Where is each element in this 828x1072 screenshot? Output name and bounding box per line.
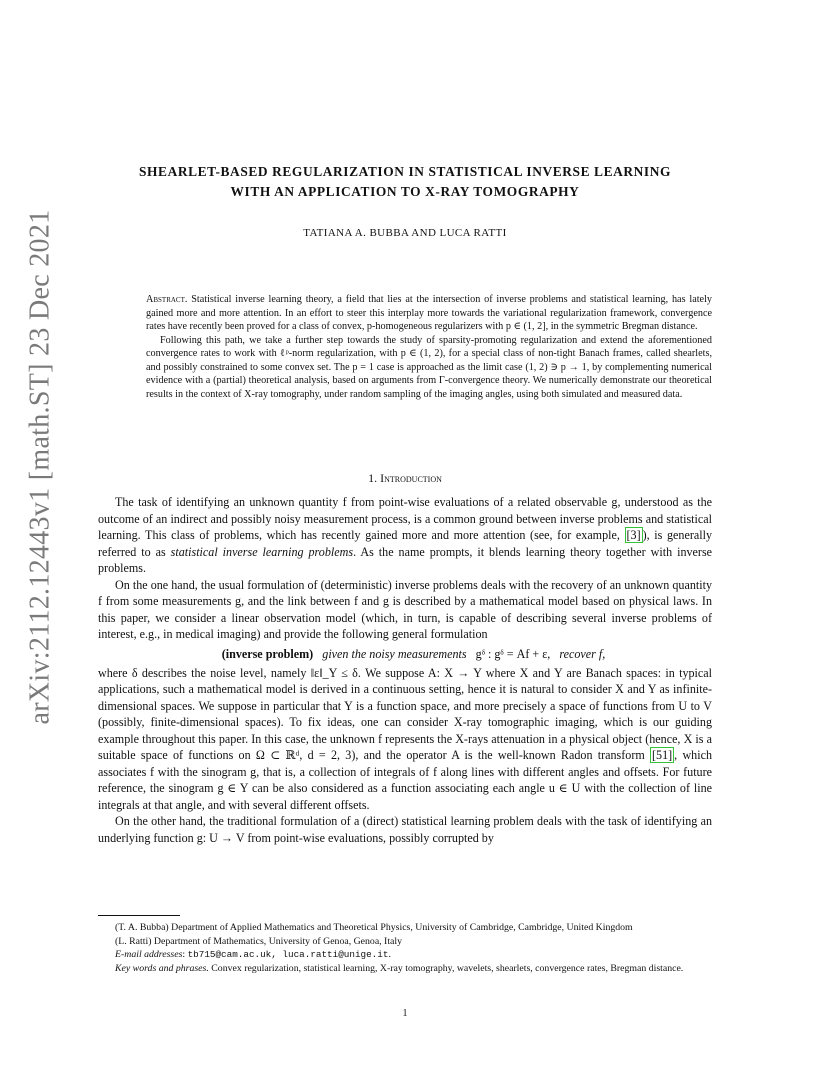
page-number: 1 xyxy=(402,1008,408,1019)
body-paragraph-4: On the other hand, the traditional formulation of a (direct) statistical learning problem deals with the task of identifying an underlying function g: U → V from point-wise evaluations, possibly corrupted by xyxy=(98,814,712,845)
footnote-emails: E-mail addresses: tb715@cam.ac.uk, luca.ratti@unige.it. xyxy=(115,949,391,961)
arxiv-sidebar-stamp xyxy=(14,209,66,725)
body-p1-part-b: ), is generally referred to as xyxy=(98,528,712,559)
body-paragraph-2: On the one hand, the usual formulation of (deterministic) inverse problems deals with the recovery of an unknown quantity f from some measurements g, and the link between f and g is described by a mathematical model based on physical laws. In this paper, we consider a linear observation model (which, in turn, is capable of describing several inverse problems of interest, e.g., in medical imaging) and provide the following general formulation xyxy=(98,577,712,641)
paper-title xyxy=(98,162,712,202)
abstract-paragraph-1 xyxy=(146,293,712,334)
body-p1-part-c: . As the name prompts, it blends learning theory together with inverse problems. xyxy=(98,544,713,575)
citation-link-3[interactable]: [3] xyxy=(626,528,641,542)
email-label: E-mail addresses xyxy=(115,949,183,961)
keywords-label: Key words and phrases. xyxy=(115,962,209,974)
keywords-text: Convex regularization, statistical learning, X-ray tomography, wavelets, shearlets, convergence rates, Bregman distance. xyxy=(211,962,684,974)
display-formula: gᵟ : gᵟ = Af + ε, xyxy=(475,646,551,661)
emphasis-term: statistical inverse learning problems xyxy=(170,544,354,559)
title-line-1: SHEARLET-BASED REGULARIZATION IN STATISTICAL INVERSE LEARNING xyxy=(138,164,672,179)
abstract xyxy=(146,293,712,401)
arxiv-identifier: arXiv:2112.12443v1 [math.ST] 23 Dec 2021 xyxy=(24,209,56,725)
abstract-paragraph-2: Following this path, we take a further step towards the study of sparsity-promoting regularization and extend the aforementioned convergence rates to work with ℓᵖ-norm regularization, with p ∈ (1, 2), for a special class of non-tight Banach frames, called shearlets, and possibly constrained to some convex set. The p = 1 case is approached as the limit case (1, 2) ∋ p → 1, by complementing numerical evidence with a (partial) theoretical analysis, based on arguments from Γ-convergence theory. We numerically demonstrate our theoretical results in the context of X-ray tomography, under random sampling of the imaging angles, using both simulated and measured data. xyxy=(146,334,712,400)
footnotes xyxy=(98,921,712,975)
display-recover: recover f, xyxy=(559,646,606,661)
author-list: TATIANA A. BUBBA AND LUCA RATTI xyxy=(303,227,507,239)
body-p3-part-b: , which associates f with the sinogram g, that is, a collection of integrals of f along lines with different angles and offsets. For future reference, the sinogram g ∈ Y can be also considered as a function associating each angle u ∈ U with the collection of line integrals at that angle, and with several different offsets. xyxy=(98,748,713,812)
email-addresses[interactable]: tb715@cam.ac.uk, luca.ratti@unige.it xyxy=(187,949,389,961)
abstract-label: Abstract. xyxy=(146,294,188,305)
title-line-2: WITH AN APPLICATION TO X-RAY TOMOGRAPHY xyxy=(230,184,580,199)
body-text xyxy=(98,494,712,846)
body-paragraph-1 xyxy=(98,494,712,577)
footnote-affiliation-1: (T. A. Bubba) Department of Applied Mathematics and Theoretical Physics, University of Cambridge, Cambridge, United Kingdom xyxy=(115,922,633,933)
citation-link-51[interactable]: [51] xyxy=(652,748,673,762)
display-text: given the noisy measurements xyxy=(322,646,467,661)
footnote-affiliation-2: (L. Ratti) Department of Mathematics, University of Genoa, Genoa, Italy xyxy=(115,935,403,947)
body-p1-part-a: The task of identifying an unknown quantity f from point-wise evaluations of a related observable g, understood as the outcome of an indirect and possibly noisy measurement process, is a common ground between inverse problems and statistical learning. This class of problems, which has recently gained more and more attention (see, for example, xyxy=(98,495,712,542)
display-label: (inverse problem) xyxy=(221,646,314,661)
section-heading: 1. Introduction xyxy=(368,471,442,485)
body-paragraph-3 xyxy=(98,665,712,814)
display-equation xyxy=(98,643,712,665)
abstract-text-1: Statistical inverse learning theory, a field that lies at the intersection of inverse problems and statistical learning, has lately gained more and more attention. In an effort to steer this interplay more towards the variational regularization framework, convergence rates have recently been proved for a class of convex, p-homogeneous regularizers with p ∈ (1, 2], in the symmetric Bregman distance. xyxy=(146,294,712,332)
body-p3-part-a: where δ describes the noise level, namely ‖ε‖_Y ≤ δ. We suppose A: X → Y where X and Y are Banach spaces: in typical applications, such a mathematical model is derived in a continuous setting, hence it is natural to consider X and Y as infinite-dimensional spaces. We suppose in particular that Y is a function space, and more precisely a space of functions from U to V (possibly, finite-dimensional spaces). To fix ideas, one can consider X-ray tomographic imaging, which is our guiding example throughout this paper. In this case, the unknown f represents the X-rays attenuation in a physical object (hence, X is a suitable space of functions on Ω ⊂ ℝᵈ, d = 2, 3), and the operator A is the well-known Radon transform xyxy=(98,665,712,762)
footnote-rule xyxy=(98,915,180,916)
footnote-keywords xyxy=(98,962,712,976)
